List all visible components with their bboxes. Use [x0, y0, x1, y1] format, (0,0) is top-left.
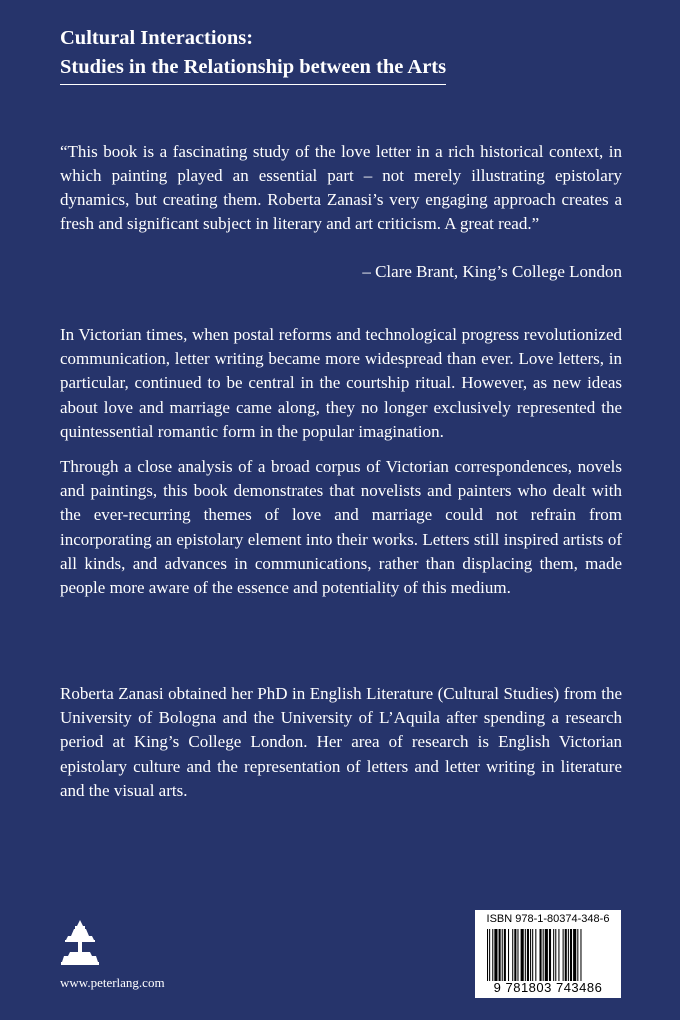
book-description [60, 323, 622, 611]
series-title-line1: Cultural Interactions: [60, 27, 254, 49]
endorsement-quote: “This book is a fascinating study of the love letter in a rich historical context, in which painting played an essential part – not merely illustrating epistolary dynamics, but creating them. Roberta Zanasi’s very engaging approach creates a fresh and significant subject in literary and art criticism. A great read.” [60, 142, 622, 233]
peter-lang-logo-icon [60, 918, 100, 968]
publisher-website[interactable]: www.peterlang.com [60, 975, 165, 990]
author-bio: Roberta Zanasi obtained her PhD in English Literature (Cultural Studies) from the University of Bologna and the University of L’Aquila after spending a research period at King’s College London. Her area of research is English Victorian epistolary culture and the representation of letters and letter writing in literature and the visual arts. [60, 684, 622, 800]
description-paragraph-1: In Victorian times, when postal reforms and technological progress revolutionized communication, letter writing became more widespread than ever. Love letters, in particular, continued to be central in the courtship ritual. However, as new ideas about love and marriage came along, they no longer exclusively represented the quintessential romantic form in the popular imagination. [60, 325, 622, 441]
barcode-bars [487, 929, 613, 981]
isbn-label: ISBN 978-1-80374-348-6 [486, 913, 610, 925]
description-paragraph-2: Through a close analysis of a broad corpus of Victorian correspondences, novels and paintings, this book demonstrates that novelists and painters who dealt with the ever-recurring themes of love and marriage could not refrain from incorporating an epistolary element into their works. Letters still inspired artists of all kinds, and advances in communications, rather than displacing them, made people more aware of the essence and potentiality of this medium. [60, 457, 622, 598]
barcode-digits: 9 781803 743486 [493, 980, 603, 995]
quote-attribution: – Clare Brant, King’s College London [362, 262, 622, 281]
series-title [60, 24, 520, 85]
barcode-box [475, 910, 621, 998]
series-title-line2: Studies in the Relationship between the Arts [60, 53, 446, 85]
